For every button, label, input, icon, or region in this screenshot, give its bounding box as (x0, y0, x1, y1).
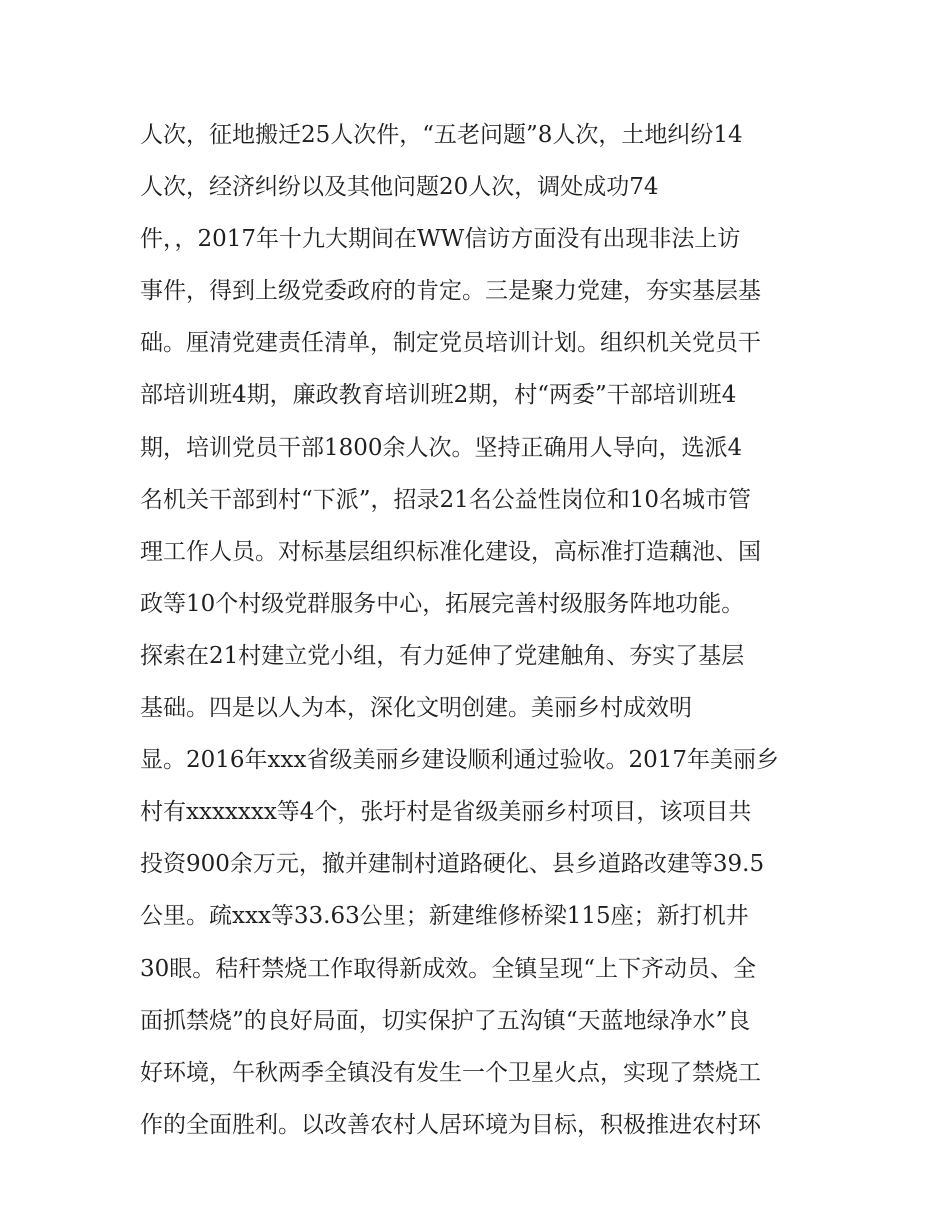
text-line: 投资900余万元，撤并建制村道路硬化、县乡道路改建等39.5 (140, 851, 765, 878)
text-line: 30眼。秸秆禁烧工作取得新成效。全镇呈现“上下齐动员、全 (140, 955, 757, 982)
text-line: 事件，得到上级党委政府的肯定。三是聚力党建，夯实基层基 (140, 278, 761, 305)
text-line: 政等10个村级党群服务中心，拓展完善村级服务阵地功能。 (140, 590, 745, 617)
text-line: 人次，经济纠纷以及其他问题20人次，调处成功74 (140, 174, 659, 201)
text-line: 础。厘清党建责任清单，制定党员培训计划。组织机关党员干 (140, 330, 761, 357)
text-line: 好环境，午秋两季全镇没有发生一个卫星火点，实现了禁烧工 (140, 1059, 761, 1086)
text-line: 显。2016年xxx省级美丽乡建设顺利通过验收。2017年美丽乡 (140, 747, 779, 774)
text-line: 面抓禁烧”的良好局面，切实保护了五沟镇“天蓝地绿净水”良 (140, 1007, 751, 1034)
text-line: 公里。疏xxx等33.63公里；新建维修桥梁115座；新打机井 (140, 903, 749, 930)
text-line: 件，，2017年十九大期间在WW信访方面没有出现非法上访 (140, 226, 741, 253)
text-line: 作的全面胜利。以改善农村人居环境为目标，积极推进农村环 (140, 1111, 761, 1138)
text-line: 期，培训党员干部1800余人次。坚持正确用人导向，选派4 (140, 434, 743, 461)
text-line: 村有xxxxxxx等4个，张圩村是省级美丽乡村项目，该项目共 (140, 799, 752, 826)
text-line: 理工作人员。对标基层组织标准化建设，高标准打造藕池、国 (140, 538, 761, 565)
text-line: 部培训班4期，廉政教育培训班2期，村“两委”干部培训班4 (140, 382, 737, 409)
text-line: 基础。四是以人为本，深化文明创建。美丽乡村成效明 (140, 695, 692, 722)
text-line: 人次，征地搬迁25人次件，“五老问题”8人次，土地纠纷14 (140, 122, 743, 148)
text-line: 探索在21村建立党小组，有力延伸了党建触角、夯实了基层 (140, 642, 745, 669)
text-line: 名机关干部到村“下派”，招录21名公益性岗位和10名城市管 (140, 486, 752, 513)
body-text (140, 109, 830, 1151)
